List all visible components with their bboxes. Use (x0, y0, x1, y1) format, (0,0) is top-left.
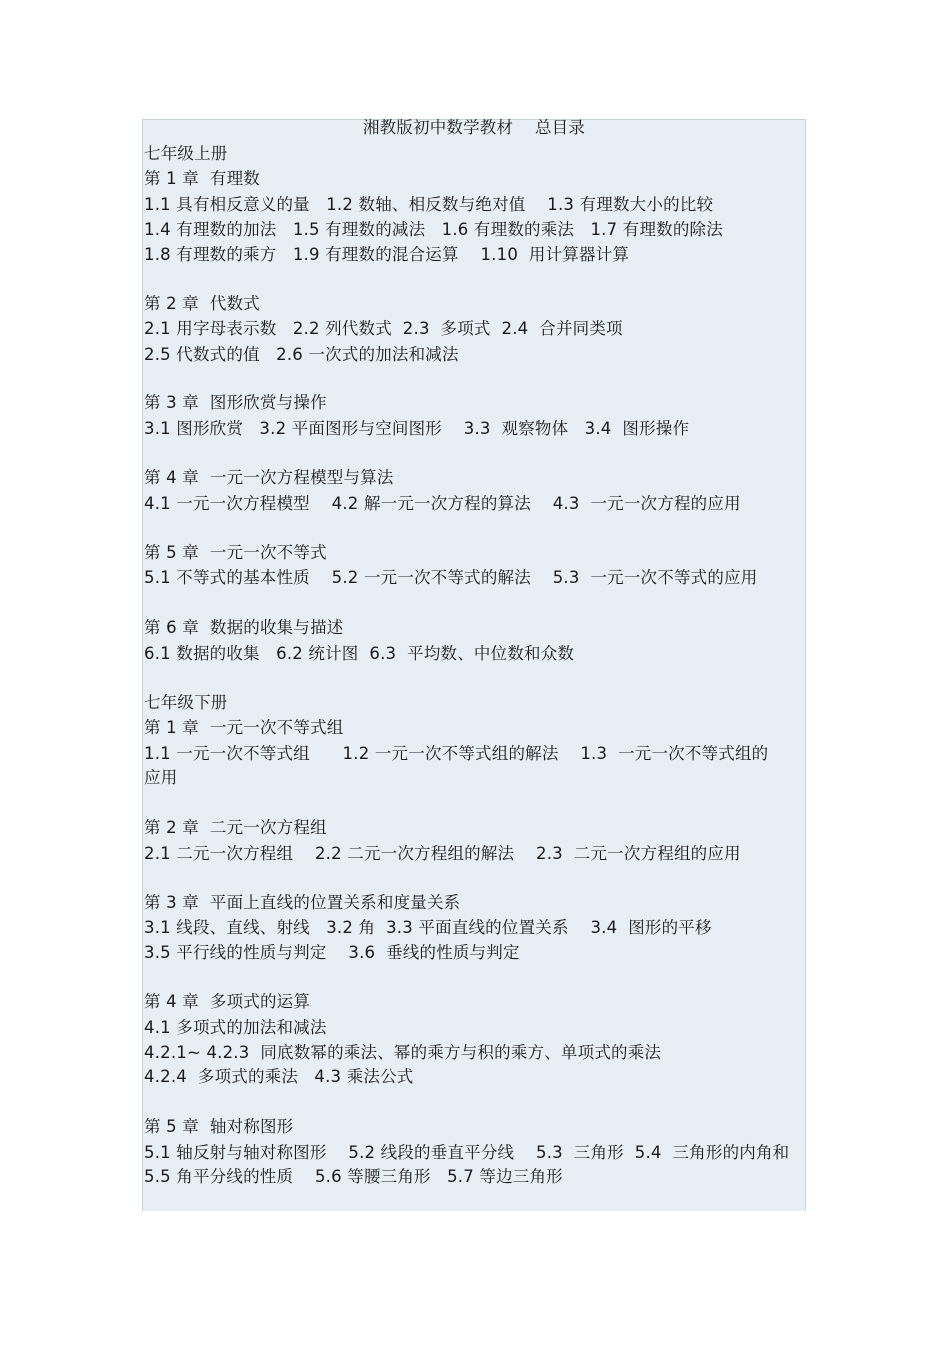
section-line: 4.1 一元一次方程模型 4.2 解一元一次方程的算法 4.3 一元一次方程的应用 (144, 494, 741, 513)
grade-heading: 七年级上册 (144, 144, 228, 163)
document-title: 湘教版初中数学教材 总目录 (362, 118, 586, 137)
section-line: 2.1 二元一次方程组 2.2 二元一次方程组的解法 2.3 二元一次方程组的应用 (144, 844, 741, 863)
section-line: 3.1 线段、直线、射线 3.2 角 3.3 平面直线的位置关系 3.4 图形的平移 (144, 918, 712, 937)
section-line: 5.1 不等式的基本性质 5.2 一元一次不等式的解法 5.3 一元一次不等式的应用 (144, 568, 758, 587)
section-line: 4.1 多项式的加法和减法 (144, 1018, 327, 1037)
section-line: 3.1 图形欣赏 3.2 平面图形与空间图形 3.3 观察物体 3.4 图形操作 (144, 419, 690, 438)
section-line: 2.5 代数式的值 2.6 一次式的加法和减法 (144, 345, 459, 364)
chapter-heading: 第 1 章 一元一次不等式组 (144, 718, 344, 737)
section-line: 1.1 一元一次不等式组 1.2 一元一次不等式组的解法 1.3 一元一次不等式组的 (144, 744, 769, 763)
grade-heading: 七年级下册 (144, 693, 228, 712)
section-line: 4.2.1~ 4.2.3 同底数幂的乘法、幂的乘方与积的乘方、单项式的乘法 (144, 1043, 662, 1062)
section-line: 4.2.4 多项式的乘法 4.3 乘法公式 (144, 1067, 414, 1086)
section-line: 1.8 有理数的乘方 1.9 有理数的混合运算 1.10 用计算器计算 (144, 245, 630, 264)
chapter-heading: 第 1 章 有理数 (144, 169, 260, 188)
section-line: 5.1 轴反射与轴对称图形 5.2 线段的垂直平分线 5.3 三角形 5.4 三角形的内角和 (144, 1143, 790, 1162)
chapter-heading: 第 4 章 多项式的运算 (144, 992, 311, 1011)
chapter-heading: 第 5 章 轴对称图形 (144, 1117, 294, 1136)
section-line: 3.5 平行线的性质与判定 3.6 垂线的性质与判定 (144, 943, 520, 962)
chapter-heading: 第 6 章 数据的收集与描述 (144, 618, 344, 637)
chapter-heading: 第 3 章 平面上直线的位置关系和度量关系 (144, 893, 461, 912)
section-line: 应用 (144, 768, 178, 787)
section-line: 5.5 角平分线的性质 5.6 等腰三角形 5.7 等边三角形 (144, 1167, 563, 1186)
section-line: 1.1 具有相反意义的量 1.2 数轴、相反数与绝对值 1.3 有理数大小的比较 (144, 195, 714, 214)
section-line: 2.1 用字母表示数 2.2 列代数式 2.3 多项式 2.4 合并同类项 (144, 319, 623, 338)
chapter-heading: 第 2 章 二元一次方程组 (144, 818, 327, 837)
chapter-heading: 第 3 章 图形欣赏与操作 (144, 393, 327, 412)
section-line: 6.1 数据的收集 6.2 统计图 6.3 平均数、中位数和众数 (144, 644, 575, 663)
section-line: 1.4 有理数的加法 1.5 有理数的减法 1.6 有理数的乘法 1.7 有理数的除法 (144, 220, 723, 239)
chapter-heading: 第 5 章 一元一次不等式 (144, 543, 327, 562)
chapter-heading: 第 2 章 代数式 (144, 294, 260, 313)
chapter-heading: 第 4 章 一元一次方程模型与算法 (144, 468, 394, 487)
